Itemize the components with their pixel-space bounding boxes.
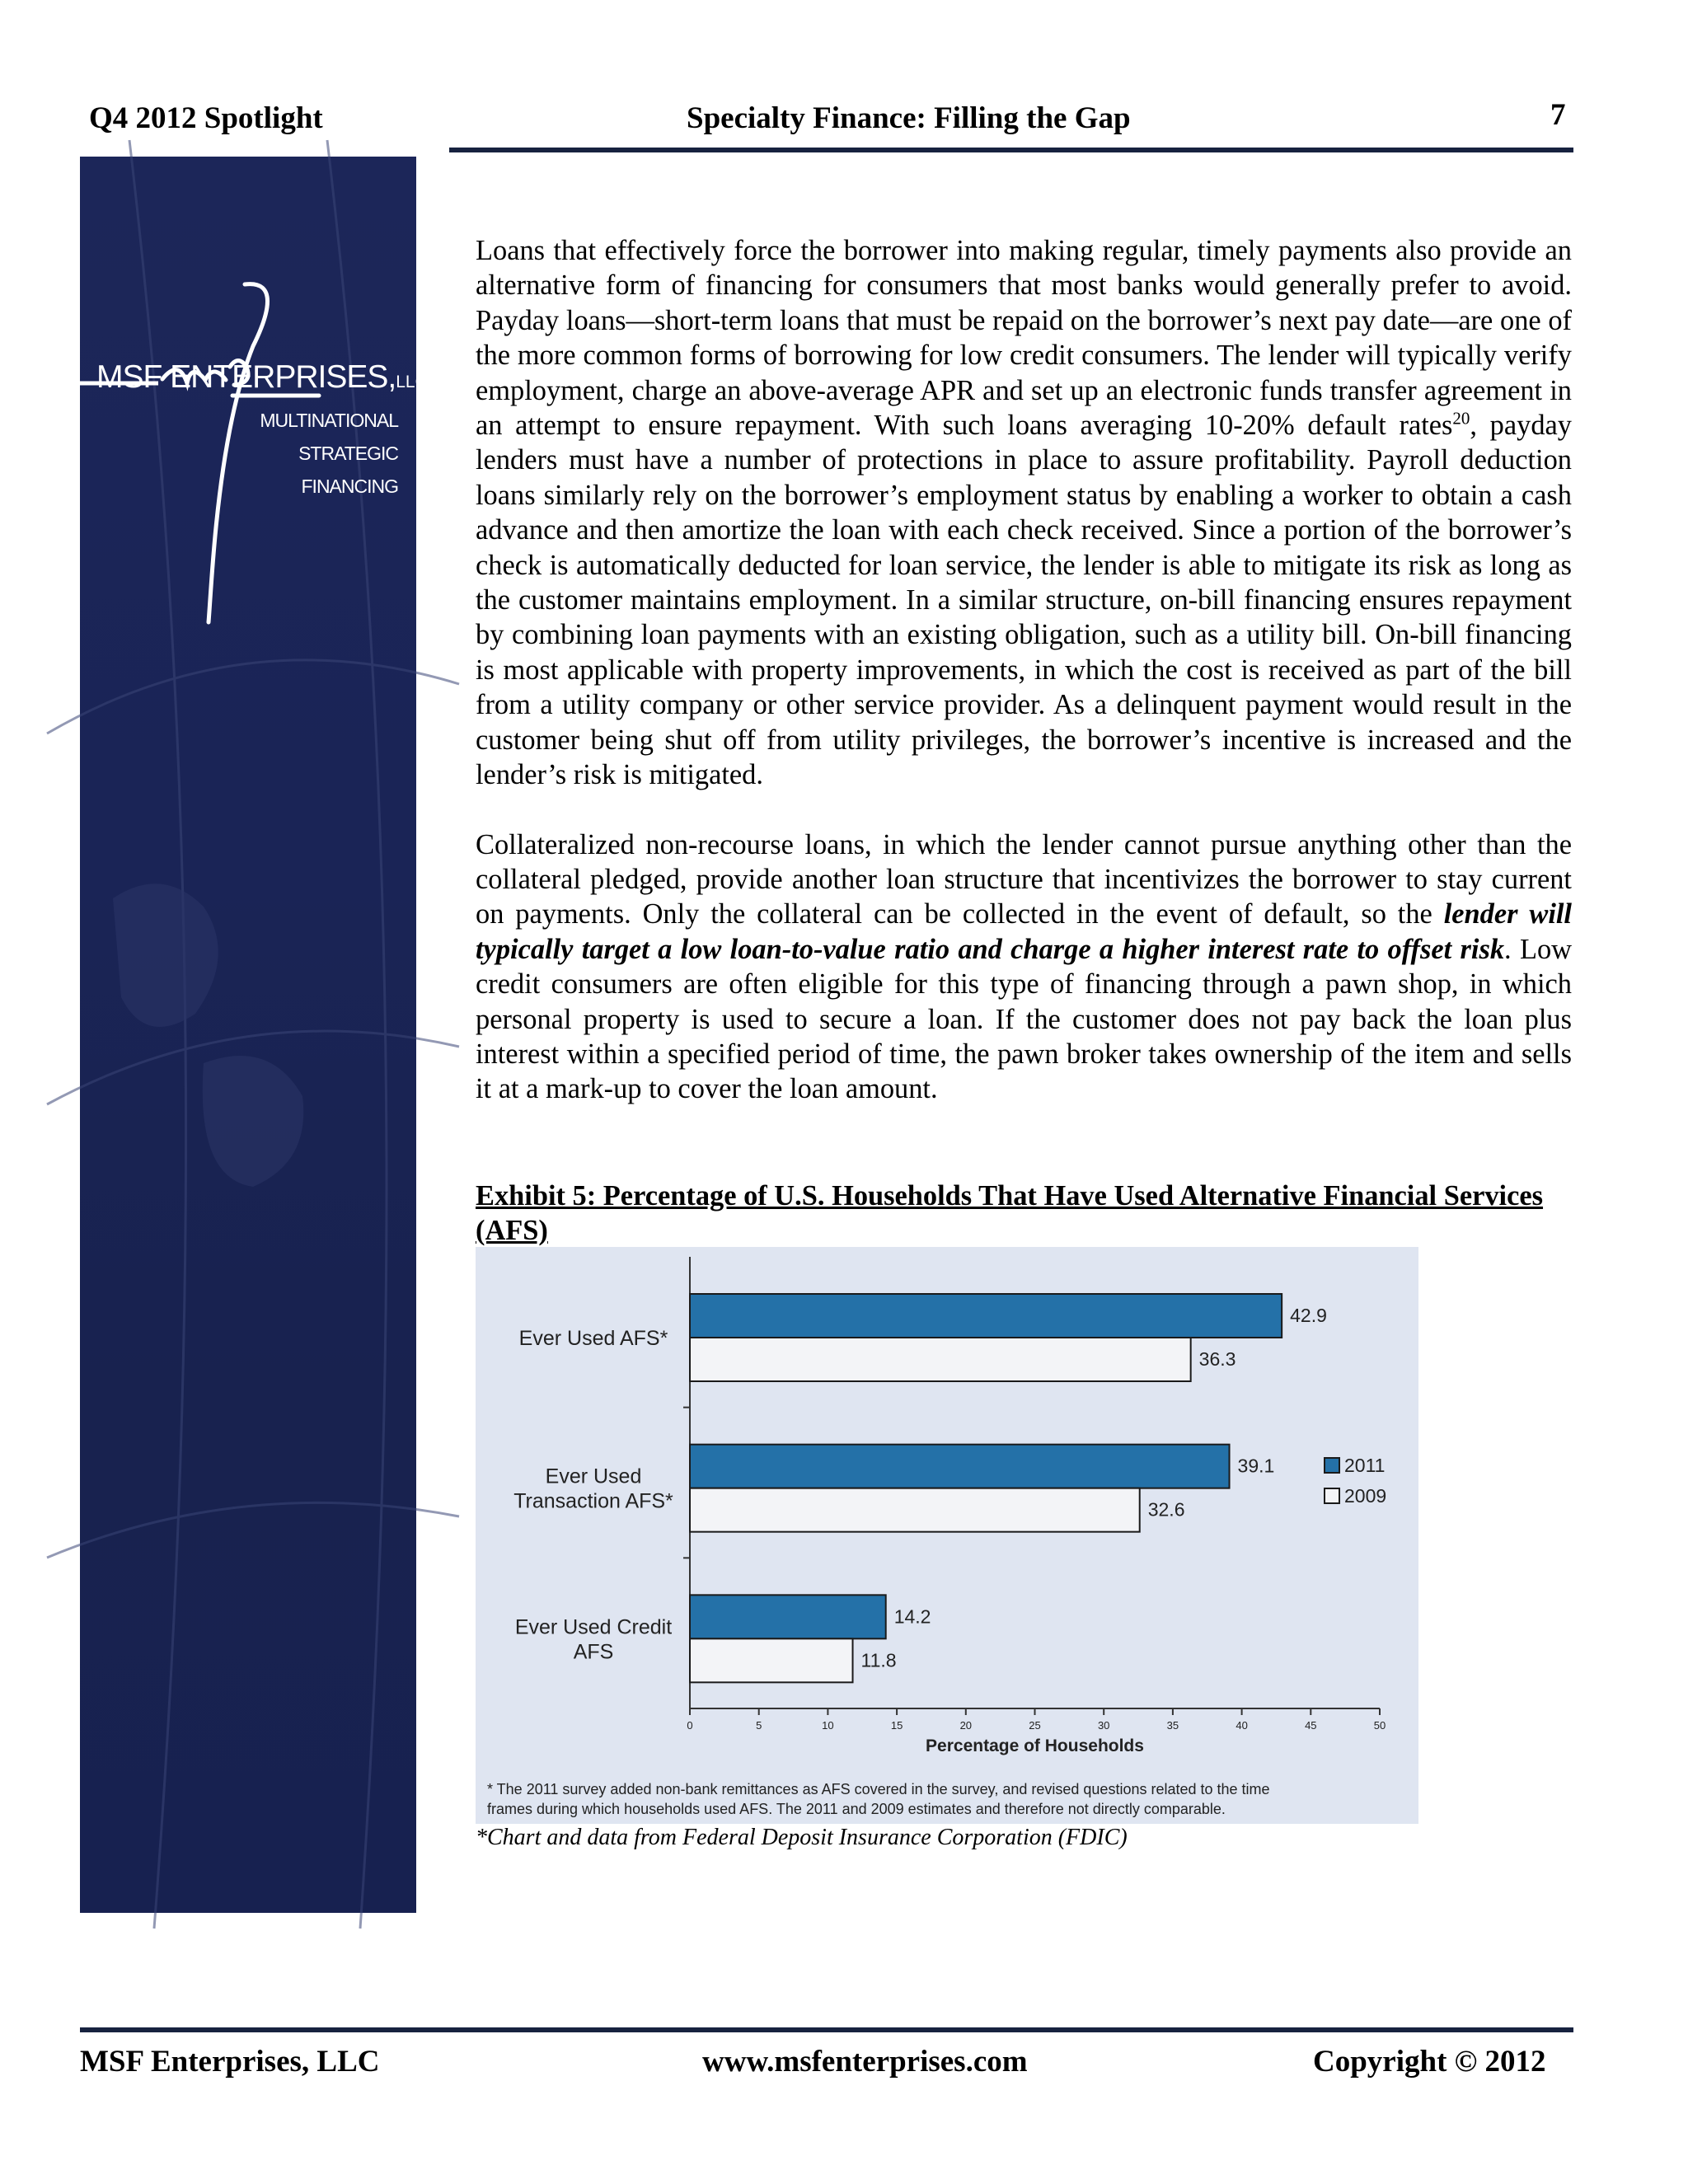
paragraph-short-term-loans <box>476 233 1572 793</box>
logo-name-text: MSF ENTERPRISES, <box>96 359 396 395</box>
chart-category-label: Ever Used <box>545 1465 642 1488</box>
chart-legend-swatch-2009 <box>1325 1488 1339 1503</box>
logo-suffix-text: LLC <box>396 373 428 391</box>
footnote-ref-20[interactable]: 20 <box>1452 408 1470 429</box>
footer-company: MSF Enterprises, LLC <box>80 2045 380 2079</box>
chart-x-tick-label: 40 <box>1236 1719 1248 1732</box>
paragraph-1-text-b: , payday lenders must have a number of protections in place to assure profitability. Payroll deduction loans similarly rely on the borrower’s employment status by enabling a worker to obtain a cash advance and then amortize the loan with each check received. Since a portion of the borrower’s check is automatically deducted for loan service, the lender is able to mitigate its risk as long as the customer maintains employment. In a similar structure, on-bill financing ensures repayment by combining loan payments with an existing obligation, such as a utility bill. On-bill financing is most applicable with property improvements, in which the cost is received as part of the bill from a utility company or other service provider. As a delinquent payment would result in the customer being shut off from utility privileges, the borrower’s incentive is increased and the lender’s risk is mitigated. <box>476 410 1572 791</box>
company-logo-name <box>96 359 428 396</box>
chart-footnote-line: frames during which households used AFS. The 2011 and 2009 estimates and therefore not directly comparable. <box>487 1801 1226 1817</box>
paragraph-2-emphasis: lender will typically target a low loan-to-value ratio and charge a higher interest rate to offset risk <box>476 898 1572 965</box>
chart-x-tick-label: 15 <box>890 1719 903 1732</box>
chart-data-label: 36.3 <box>1198 1348 1236 1370</box>
chart-category-label: Ever Used AFS* <box>518 1327 668 1350</box>
chart-canvas <box>476 1247 1418 1824</box>
chart-bar-2011 <box>690 1445 1230 1488</box>
exhibit-title: Exhibit 5: Percentage of U.S. Households That Have Used Alternative Financial Services (AFS) <box>476 1180 1544 1246</box>
chart-legend-swatch-2011 <box>1325 1458 1339 1473</box>
chart-x-tick-label: 45 <box>1305 1719 1317 1732</box>
header-section-title: Specialty Finance: Filling the Gap <box>687 101 1131 135</box>
chart-category-label: Transaction AFS* <box>513 1489 673 1513</box>
chart-x-tick-label: 35 <box>1166 1719 1179 1732</box>
footer-divider <box>80 2027 1573 2032</box>
chart-x-tick-label: 30 <box>1097 1719 1110 1732</box>
tagline-line-1: MULTINATIONAL <box>260 410 398 431</box>
tagline-line-2: STRATEGIC <box>298 443 398 464</box>
chart-source-note: *Chart and data from Federal Deposit Insurance Corporation (FDIC) <box>476 1825 1128 1850</box>
chart-bar-2011 <box>690 1595 886 1638</box>
header-divider <box>449 148 1573 152</box>
chart-bar-2009 <box>690 1338 1191 1381</box>
footer-copyright: Copyright © 2012 <box>1313 2045 1546 2079</box>
page-number: 7 <box>1550 98 1566 132</box>
article-body <box>476 233 1572 1141</box>
chart-data-label: 32.6 <box>1147 1498 1185 1521</box>
chart-bar-2009 <box>690 1488 1140 1532</box>
chart-footnote-line: * The 2011 survey added non-bank remittances as AFS covered in the survey, and revised questions related to the time <box>487 1781 1270 1797</box>
header-report-title: Q4 2012 Spotlight <box>89 101 323 135</box>
paragraph-2-text-a: Collateralized non-recourse loans, in which the lender cannot pursue anything other than the collateral pledged, provide another loan structure that incentivizes the borrower to stay current on payments. Only the collateral can be collected in the event of default, so the <box>476 828 1572 930</box>
chart-data-label: 42.9 <box>1290 1305 1327 1326</box>
chart-category-label: AFS <box>573 1640 614 1664</box>
chart-bar-2009 <box>690 1638 853 1682</box>
chart-bar-2011 <box>690 1294 1282 1338</box>
chart-legend-label: 2011 <box>1344 1455 1386 1476</box>
chart-data-label: 14.2 <box>893 1605 931 1628</box>
sidebar-banner <box>80 157 428 1913</box>
paragraph-2-text-b: . Low credit consumers are often eligible for this type of financing through a pawn shop, in which personal property is used to secure a loan. If the customer does not pay back the loan plus interest within a specified period of time, the pawn broker takes ownership of the item and sells it at a mark-up to cover the loan amount. <box>476 933 1572 1105</box>
chart-x-tick-label: 10 <box>822 1719 834 1732</box>
chart-x-tick-label: 5 <box>756 1719 762 1732</box>
tagline-line-3: FINANCING <box>301 476 398 497</box>
footer-website-link[interactable]: www.msfenterprises.com <box>702 2045 1028 2079</box>
chart-x-tick-label: 20 <box>959 1719 973 1732</box>
chart-x-tick-label: 0 <box>687 1719 693 1732</box>
chart-legend-label: 2009 <box>1344 1485 1387 1507</box>
chart-x-tick-label: 50 <box>1373 1719 1386 1732</box>
chart-x-tick-label: 25 <box>1029 1719 1041 1732</box>
company-tagline <box>245 404 398 503</box>
paragraph-1-text-a: Loans that effectively force the borrower into making regular, timely payments also provide an alternative form of financing for consumers that most banks would generally prefer to avoid. Payday loans—short-term loans that must be repaid on the borrower’s next pay date—are one of the more common forms of borrowing for low credit consumers. The lender will typically verify employment, charge an above-average APR and set up an electronic funds transfer agreement in an attempt to ensure repayment. With such loans averaging 10-20% default rates <box>476 235 1572 442</box>
chart-data-label: 39.1 <box>1237 1455 1275 1477</box>
afs-bar-chart <box>476 1247 1418 1824</box>
chart-category-label: Ever Used Credit <box>514 1615 673 1639</box>
paragraph-collateralized-loans <box>476 827 1572 1107</box>
chart-x-axis-label: Percentage of Households <box>926 1736 1144 1755</box>
chart-data-label: 11.8 <box>860 1649 897 1671</box>
